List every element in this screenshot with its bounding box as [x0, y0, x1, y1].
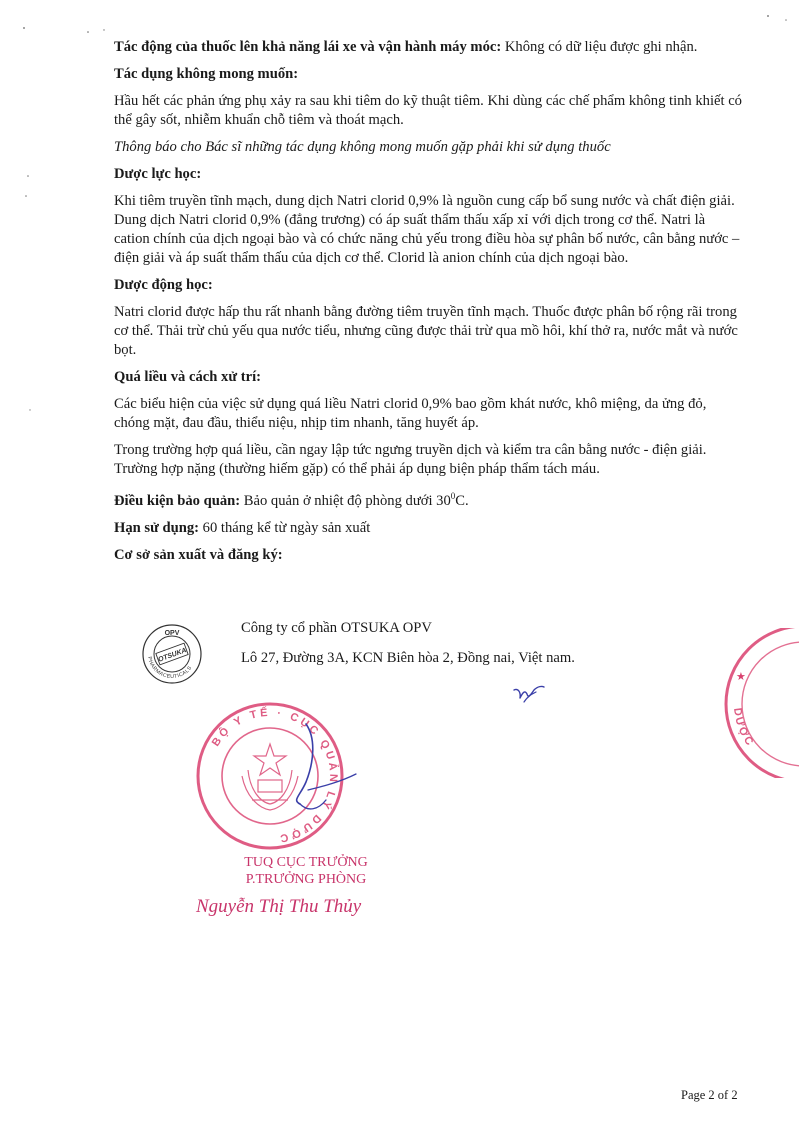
- pharmacokinetics-heading: Dược động học:: [114, 277, 213, 293]
- page-number: Page 2 of 2: [681, 1088, 738, 1102]
- logo-ring-text: PHARMACEUTICALS: [146, 656, 194, 681]
- manufacturer-company: Công ty cổ phần OTSUKA OPV: [241, 620, 432, 636]
- shelf-life-paragraph: [114, 519, 744, 538]
- side-effects-notice: Thông báo cho Bác sĩ những tác dụng không mong muốn gặp phải khi sử dụng thuốc: [114, 139, 611, 155]
- signer-block: [196, 855, 416, 920]
- shelf-life-label: Hạn sử dụng:: [114, 519, 200, 536]
- edge-stamp-star-icon: ★: [736, 671, 746, 683]
- overdose-text-2: Trong trường hợp quá liều, cần ngay lập tức ngưng truyền dịch và kiểm tra cân bằng nước - điện giải. Trường hợp nặng (thường hiếm gặp) có thể phải áp dụng biện pháp thẩm tách máu.: [114, 442, 707, 477]
- otsuka-opv-logo: [141, 623, 203, 685]
- overdose-text-1: Các biểu hiện của việc sử dụng quá liều Natri clorid 0,9% bao gồm khát nước, khô miệng, da ửng đỏ, chóng mặt, đau đầu, thiểu niệu, nhịp tim nhanh, tăng huyết áp.: [114, 396, 707, 431]
- storage-text: Bảo quản ở nhiệt độ phòng dưới 30: [240, 492, 451, 509]
- edge-stamp-text: DƯỢC: [730, 707, 757, 750]
- storage-paragraph: [114, 487, 744, 511]
- side-effects-text: Hầu hết các phản ứng phụ xảy ra sau khi tiêm do kỹ thuật tiêm. Khi dùng các chế phẩm không tinh khiết có thể gây sốt, nhiễm khuẩn chỗ tiêm và thoát mạch.: [114, 93, 742, 128]
- signer-name: Nguyễn Thị Thu Thủy: [196, 896, 362, 917]
- overdose-heading: Quá liều và cách xử trí:: [114, 369, 261, 385]
- storage-unit: C.: [455, 492, 469, 509]
- storage-label: Điều kiện bảo quản:: [114, 492, 241, 509]
- document-body: [114, 38, 744, 565]
- driving-paragraph: [114, 38, 744, 57]
- signer-title-1: TUQ CỤC TRƯỞNG: [244, 855, 368, 870]
- pharmacodynamics-text: Khi tiêm truyền tĩnh mạch, dung dịch Natri clorid 0,9% là nguồn cung cấp bổ sung nước và chất điện giải. Dung dịch Natri clorid 0,9% (đẳng trương) có áp suất thẩm thấu xấp xỉ với dịch trong cơ thể. Natri là cation chính của dịch ngoại bào và có chức năng chủ yếu trong điều hòa sự phân bố nước, cân bằng nước – điện giải và áp suất thẩm thấu của dịch cơ thể. Clorid là anion chính của dịch ngoại bào.: [114, 193, 740, 266]
- logo-top-text: OPV: [164, 630, 180, 637]
- ministry-stamp: [188, 700, 358, 850]
- stamp-emblem-icon: [242, 744, 298, 810]
- storage-superscript: 0: [450, 491, 456, 501]
- signer-title-2: P.TRƯỞNG PHÒNG: [245, 872, 367, 887]
- pharmacodynamics-heading: Dược lực học:: [114, 166, 202, 182]
- shelf-life-text: 60 tháng kể từ ngày sản xuất: [199, 519, 371, 536]
- pharmacokinetics-text: Natri clorid được hấp thu rất nhanh bằng đường tiêm truyền tĩnh mạch. Thuốc được phân bố rộng rãi trong cơ thể. Thải trừ chủ yếu qua nước tiểu, nhưng cũng được thải trừ qua mồ hôi, khí thở ra, nước mắt và nước bọt.: [114, 304, 738, 358]
- manufacturer-address: Lô 27, Đường 3A, KCN Biên hòa 2, Đồng nai, Việt nam.: [241, 650, 575, 666]
- initials-mark: [512, 684, 546, 706]
- driving-text: Không có dữ liệu được ghi nhận.: [501, 39, 698, 55]
- manufacturer-details: [241, 619, 575, 679]
- side-effects-heading: Tác dụng không mong muốn:: [114, 66, 299, 82]
- edge-stamp: [700, 628, 799, 778]
- driving-label: Tác động của thuốc lên khả năng lái xe và vận hành máy móc:: [114, 39, 502, 55]
- stamp-ring-text: BỘ Y TẾ · CỤC QUẢN LÝ DƯỢC: [209, 706, 340, 845]
- signature-graphic: [188, 890, 388, 920]
- logo-center-text: OTSUKA: [157, 647, 188, 664]
- manufacturer-heading: Cơ sở sản xuất và đăng ký:: [114, 546, 283, 563]
